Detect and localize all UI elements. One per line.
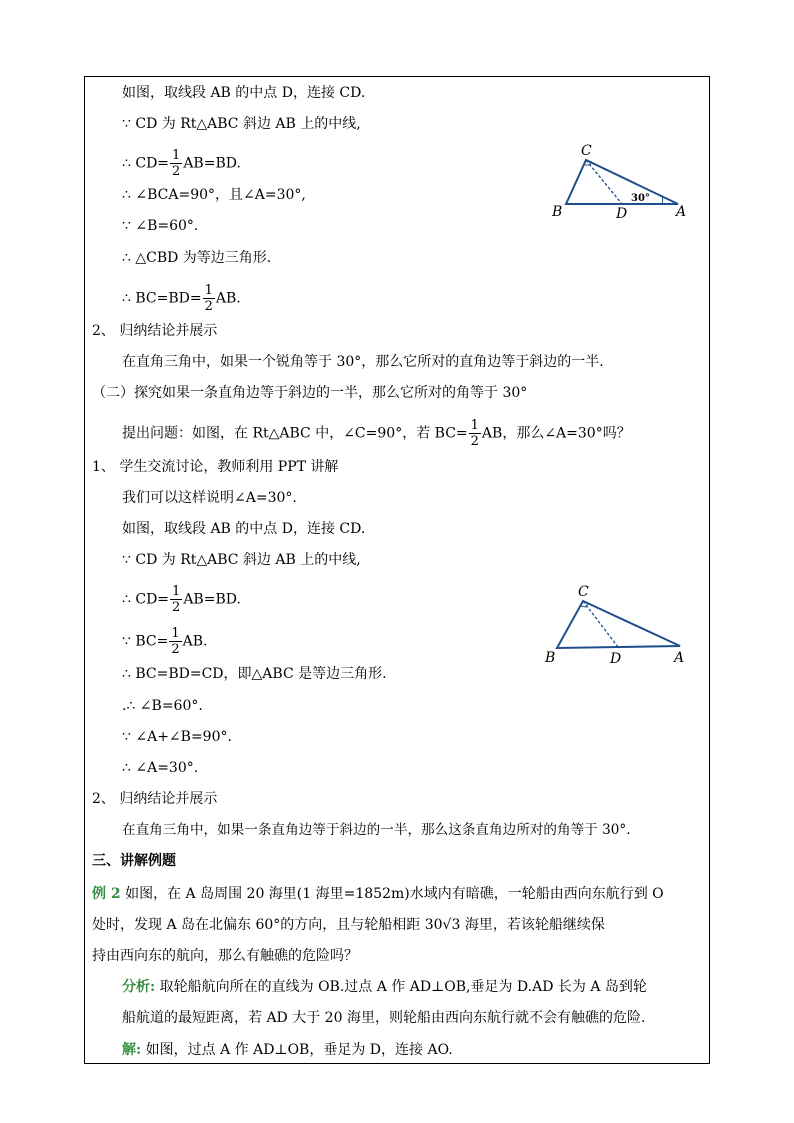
text-line: 如图，取线段 AB 的中点 D，连接 CD. bbox=[122, 521, 366, 537]
text-line: 我们可以这样说明∠A=30°. bbox=[122, 490, 297, 506]
fraction: $\frac{1}{2}$ bbox=[172, 584, 181, 615]
fraction: $\frac{1}{2}$ bbox=[470, 418, 479, 449]
formula-line bbox=[122, 626, 208, 657]
formula-text: AB. bbox=[215, 290, 241, 307]
angle-label: 30° bbox=[631, 193, 650, 204]
label-c: C bbox=[581, 143, 592, 159]
median-cd bbox=[583, 601, 618, 647]
example-line bbox=[92, 884, 664, 904]
solution-label: 解: bbox=[122, 1042, 142, 1058]
fraction: $\frac{1}{2}$ bbox=[204, 283, 213, 314]
formula-text: ∵ BC= bbox=[122, 633, 169, 650]
formula-text: AB=BD. bbox=[183, 155, 241, 172]
triangle-abc bbox=[557, 601, 680, 648]
conclusion-text: 在直角三角中，如果一条直角边等于斜边的一半，那么这条直角边所对的角等于 30°. bbox=[122, 822, 631, 838]
fraction: $\frac{1}{2}$ bbox=[171, 626, 180, 657]
question-text: 提出问题：如图，在 Rt△ABC 中，∠C=90°，若 BC= bbox=[122, 425, 468, 442]
section-step: 2、 归纳结论并展示 bbox=[92, 323, 218, 339]
analysis-text: 取轮船航向所在的直线为 OB.过点 A 作 AD⊥OB,垂足为 D.AD 长为 A 岛到轮 bbox=[155, 979, 647, 995]
text-line: .∴ ∠B=60°. bbox=[122, 698, 203, 714]
text-line: ∴ ∠BCA=90°，且∠A=30°, bbox=[122, 187, 306, 203]
label-d: D bbox=[616, 206, 628, 222]
text-line: ∵ CD 为 Rt△ABC 斜边 AB 上的中线, bbox=[122, 552, 361, 568]
text-line: 如图，取线段 AB 的中点 D，连接 CD. bbox=[122, 85, 366, 101]
text-line: ∴ △CBD 为等边三角形. bbox=[122, 250, 272, 266]
text-line: ∵ CD 为 Rt△ABC 斜边 AB 上的中线, bbox=[122, 116, 361, 132]
conclusion-text: 在直角三角中，如果一个锐角等于 30°，那么它所对的直角边等于斜边的一半. bbox=[122, 354, 604, 370]
example-text: 处时，发现 A 岛在北偏东 60°的方向，且与轮船相距 30√3 海里，若该轮船继续保 bbox=[92, 917, 605, 933]
example-text: 持由西向东的航向，那么有触礁的危险吗？ bbox=[92, 948, 358, 964]
solution-text: 如图，过点 A 作 AD⊥OB，垂足为 D，连接 AO. bbox=[141, 1042, 453, 1058]
formula-text: AB=BD. bbox=[183, 591, 241, 608]
section-heading: （二）探究如果一条直角边等于斜边的一半，那么它所对的角等于 30° bbox=[92, 385, 528, 401]
formula-text: AB. bbox=[182, 633, 208, 650]
question-text: AB，那么∠A=30°吗？ bbox=[481, 425, 631, 442]
formula-text: ∴ BC=BD= bbox=[122, 290, 202, 307]
label-c: C bbox=[578, 584, 589, 600]
triangle-figure-1 bbox=[540, 138, 700, 228]
median-cd bbox=[586, 160, 622, 204]
formula-line bbox=[122, 283, 241, 314]
formula-text: ∴ CD= bbox=[122, 591, 170, 608]
label-d: D bbox=[610, 651, 622, 667]
triangle-abc bbox=[566, 160, 678, 204]
analysis-line bbox=[122, 977, 647, 997]
section-heading: 三、讲解例题 bbox=[92, 853, 176, 869]
question-line bbox=[122, 418, 631, 449]
section-step: 2、 归纳结论并展示 bbox=[92, 791, 218, 807]
label-a: A bbox=[674, 650, 685, 666]
label-a: A bbox=[676, 204, 687, 220]
text-line: ∵ ∠A+∠B=90°. bbox=[122, 729, 232, 745]
text-line: ∴ ∠A=30°. bbox=[122, 760, 199, 776]
formula-text: ∴ CD= bbox=[122, 155, 170, 172]
example-label: 例 2 bbox=[92, 886, 121, 902]
analysis-label: 分析: bbox=[122, 979, 156, 995]
triangle-figure-2 bbox=[540, 578, 700, 673]
section-step: 1、 学生交流讨论，教师利用 PPT 讲解 bbox=[92, 459, 339, 475]
solution-line bbox=[122, 1040, 453, 1060]
formula-line bbox=[122, 148, 241, 179]
angle-arc bbox=[662, 197, 663, 204]
text-line: ∵ ∠B=60°. bbox=[122, 218, 199, 234]
formula-line bbox=[122, 584, 241, 615]
fraction: $\frac{1}{2}$ bbox=[172, 148, 181, 179]
label-b: B bbox=[552, 204, 563, 220]
label-b: B bbox=[545, 650, 556, 666]
example-text: 如图，在 A 岛周围 20 海里(1 海里=1852m)水域内有暗礁，一轮船由西向东航行到 O bbox=[120, 886, 664, 902]
text-line: ∴ BC=BD=CD，即△ABC 是等边三角形. bbox=[122, 666, 387, 682]
analysis-text: 船航道的最短距离，若 AD 大于 20 海里，则轮船由西向东航行就不会有触礁的危险. bbox=[122, 1010, 646, 1026]
